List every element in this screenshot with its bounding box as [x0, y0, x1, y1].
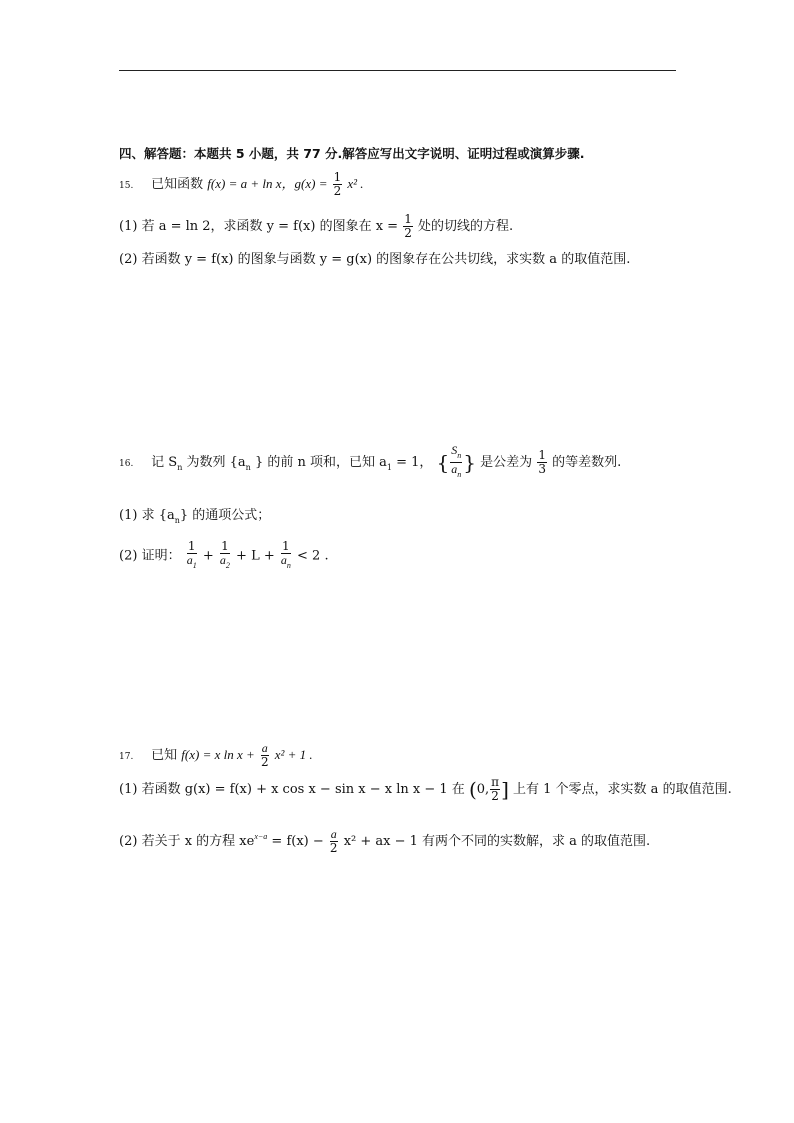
symbol: a [280, 553, 287, 567]
problem-text: 为数列 {a [186, 455, 246, 470]
header-rule [119, 70, 676, 71]
part-text: 若函数 y = f(x) 的图象与函数 y = g(x) 的图象存在公共切线，求实数 a 的取值范围. [141, 252, 631, 267]
problem-text: 记 S [151, 455, 178, 470]
part-text: = f(x) − [271, 834, 324, 849]
fraction-denominator: 2 [329, 841, 338, 855]
subscript: n [245, 463, 251, 472]
operator: + L + [236, 548, 275, 564]
interval-start: 0, [476, 782, 490, 797]
superscript: x−a [254, 832, 268, 841]
fraction-numerator [450, 444, 462, 463]
part-text: 若 a = ln 2，求函数 y = f(x) 的图象在 x = [141, 219, 399, 234]
fraction [280, 540, 292, 572]
operator: + [202, 548, 214, 564]
problem-text: 已知函数 [151, 177, 204, 192]
problem-17-part-1 [119, 776, 732, 803]
problem-16-part-2 [119, 540, 329, 572]
part-label: (1) [119, 508, 138, 523]
fraction-denominator [450, 463, 462, 481]
problem-text: = 1， [396, 455, 433, 470]
fraction-denominator: 3 [538, 462, 546, 476]
part-text: 求 {a [141, 508, 175, 523]
math-expression: x² . [347, 176, 364, 191]
part-label: (2) [119, 834, 138, 849]
left-paren: ( [468, 777, 477, 802]
fraction-numerator: a [261, 741, 268, 755]
fraction [333, 171, 343, 198]
fraction-denominator: 2 [333, 184, 342, 198]
problem-text: } 的前 n 项和，已知 a [254, 455, 387, 470]
problem-number: 15. [119, 181, 134, 191]
part-text: 处的切线的方程. [418, 219, 514, 234]
fraction-numerator: π [491, 775, 500, 789]
fraction [329, 828, 339, 855]
fraction-numerator: 1 [333, 170, 342, 184]
fraction [403, 213, 413, 240]
problem-17-statement [119, 742, 313, 769]
problem-15-statement [119, 171, 364, 198]
operator: < 2 . [297, 548, 329, 564]
part-label: (1) [119, 782, 138, 797]
problem-17-part-2 [119, 828, 650, 855]
fraction-numerator: 1 [538, 448, 546, 462]
problem-15-part-2 [119, 252, 630, 268]
fraction [490, 776, 500, 803]
fraction [186, 540, 198, 572]
subscript: n [457, 451, 462, 460]
fraction-denominator: 2 [404, 226, 412, 240]
fraction-numerator: 1 [282, 539, 290, 553]
fraction-numerator: 1 [221, 539, 229, 553]
symbol: S [451, 443, 458, 457]
symbol: a [186, 553, 193, 567]
fraction [260, 742, 270, 769]
symbol: a [219, 553, 226, 567]
part-label: (1) [119, 219, 138, 234]
part-text: } 的通项公式； [179, 508, 271, 523]
part-label: (2) [119, 252, 138, 267]
section-title: 四、解答题：本题共 5 小题，共 77 分.解答应写出文字说明、证明过程或演算步骤. [119, 146, 585, 161]
subscript: 1 [192, 561, 197, 570]
problem-15-part-1 [119, 213, 513, 240]
fraction-denominator [280, 554, 292, 572]
math-expression: x² + 1 . [274, 747, 313, 762]
part-text: 上有 1 个零点，求实数 a 的取值范围. [513, 782, 732, 797]
part-text: x² + ax − 1 有两个不同的实数解，求 a 的取值范围. [343, 834, 651, 849]
fraction-denominator: 2 [491, 789, 499, 803]
fraction [450, 444, 462, 481]
fraction-denominator [186, 554, 198, 572]
part-label: (2) [119, 548, 138, 564]
problem-text: 的等差数列. [552, 455, 622, 470]
problem-number: 16. [119, 459, 134, 469]
math-expression: f(x) = a + ln x，g(x) = [207, 176, 328, 191]
subscript: n [177, 463, 183, 472]
part-text: 证明： [141, 548, 181, 564]
fraction-numerator: a [330, 827, 337, 841]
subscript: 2 [225, 561, 230, 570]
problem-text: 是公差为 [480, 455, 533, 470]
fraction-numerator: 1 [404, 212, 412, 226]
problem-16-part-1 [119, 508, 270, 529]
right-brace: } [463, 450, 477, 475]
fraction-denominator: 2 [260, 755, 269, 769]
problem-16-statement [119, 444, 621, 481]
fraction-denominator [219, 554, 231, 572]
fraction-numerator: 1 [187, 539, 196, 553]
subscript: n [174, 516, 180, 525]
fraction [537, 449, 547, 476]
fraction [219, 540, 231, 572]
subscript: n [457, 470, 462, 479]
left-brace: { [436, 450, 450, 475]
part-text: 若函数 g(x) = f(x) + x cos x − sin x − x ln x − 1 在 [141, 782, 465, 797]
right-bracket: ] [501, 777, 509, 802]
problem-text: 已知 [151, 748, 178, 763]
subscript: n [286, 561, 291, 570]
math-expression: f(x) = x ln x + [181, 747, 255, 762]
problem-number: 17. [119, 752, 134, 762]
part-text: 若关于 x 的方程 xe [141, 834, 255, 849]
subscript: 1 [386, 463, 392, 472]
symbol: a [451, 462, 458, 476]
